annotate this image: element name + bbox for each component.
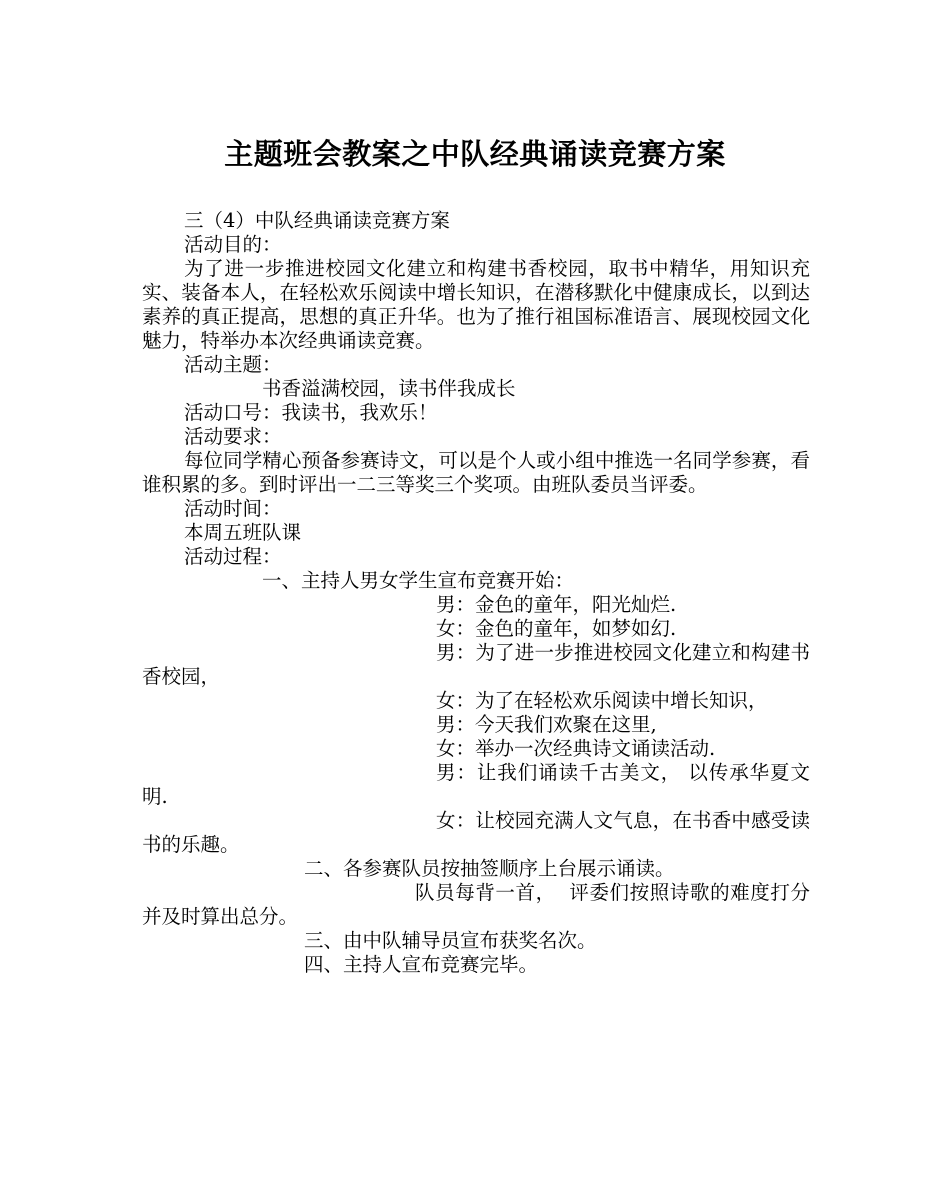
paragraph-step-two-detail: 队员每背一首， 评委们按照诗歌的难度打分并及时算出总分。 — [142, 881, 810, 928]
dialogue-line: 男：让我们诵读千古美文， 以传承华夏文明. — [142, 761, 810, 808]
dialogue-line: 男：今天我们欢聚在这里, — [436, 713, 657, 736]
paragraph-step-four: 四、主持人宣布竞赛完毕。 — [304, 953, 539, 976]
dialogue-line: 女：让校园充满人文气息，在书香中感受读书的乐趣。 — [142, 809, 810, 856]
paragraph-theme-heading: 活动主题： — [184, 353, 282, 376]
dialogue-line: 女：举办一次经典诗文诵读活动. — [436, 737, 716, 760]
paragraph-purpose-text: 为了进一步推进校园文化建立和构建书香校园，取书中精华，用知识充实、装备本人，在轻松欢乐阅读中增长知识，在潜移默化中健康成长，以到达素养的真正提高，思想的真正升华。也为了推行祖国标准语言、展现校园文化魅力，特举办本次经典诵读竞赛。 — [142, 257, 810, 352]
document-title: 主题班会教案之中队经典诵读竞赛方案 — [224, 137, 726, 171]
document-body — [142, 209, 810, 977]
paragraph-time-heading: 活动时间： — [184, 497, 282, 520]
dialogue-line: 男：为了进一步推进校园文化建立和构建书香校园， — [142, 641, 810, 688]
dialogue-line: 女：金色的童年，如梦如幻. — [436, 617, 677, 640]
paragraph-plan-name: 三（4）中队经典诵读竞赛方案 — [184, 209, 450, 232]
paragraph-process-heading: 活动过程： — [184, 545, 282, 568]
paragraph-step-two: 二、各参赛队员按抽签顺序上台展示诵读。 — [304, 857, 675, 880]
paragraph-purpose-heading: 活动目的： — [184, 233, 282, 256]
paragraph-requirements-heading: 活动要求： — [184, 425, 282, 448]
paragraph-step-three: 三、由中队辅导员宣布获奖名次。 — [304, 929, 597, 952]
paragraph-theme-text: 书香溢满校园，读书伴我成长 — [262, 377, 516, 400]
paragraph-time-text: 本周五班队课 — [184, 521, 302, 544]
paragraph-step-one: 一、主持人男女学生宣布竞赛开始： — [262, 569, 575, 592]
paragraph-slogan: 活动口号：我读书，我欢乐！ — [184, 401, 438, 424]
dialogue-line: 女：为了在轻松欢乐阅读中增长知识， — [436, 689, 768, 712]
dialogue-line: 男：金色的童年，阳光灿烂. — [436, 593, 677, 616]
paragraph-requirements-text: 每位同学精心预备参赛诗文，可以是个人或小组中推选一名同学参赛，看谁积累的多。到时评出一二三等奖三个奖项。由班队委员当评委。 — [142, 449, 810, 496]
